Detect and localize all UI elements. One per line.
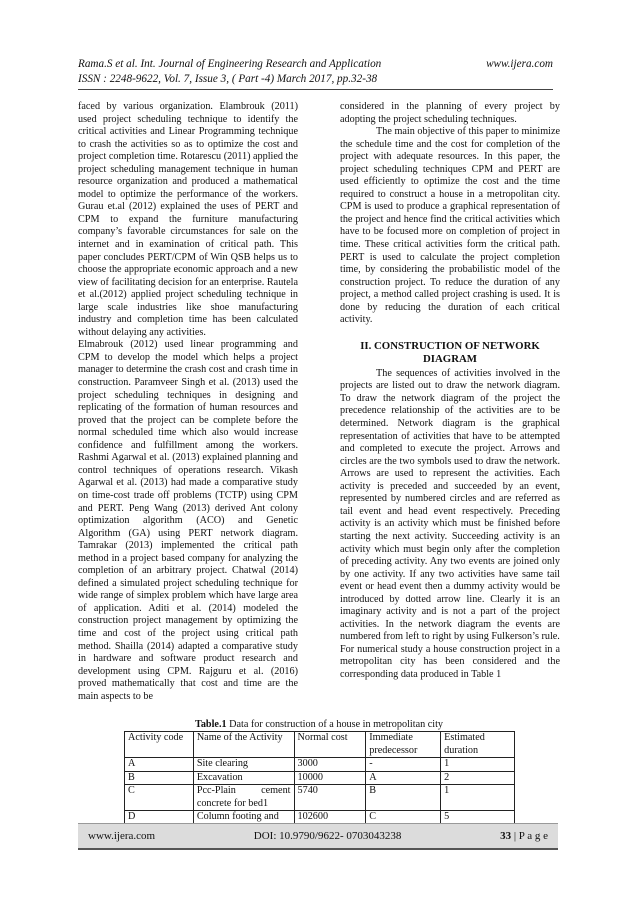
table-cell: 1 xyxy=(441,758,515,772)
running-header xyxy=(78,57,553,86)
page-footer xyxy=(78,823,558,850)
table-cell: 5 xyxy=(441,811,515,825)
table-row xyxy=(125,785,515,811)
table-cell: D xyxy=(125,811,194,825)
header-cell: Activity code xyxy=(125,732,194,758)
header-cell: Estimated duration xyxy=(441,732,515,758)
table-cell: 5740 xyxy=(294,785,366,811)
header-cell: Normal cost xyxy=(294,732,366,758)
table-row xyxy=(125,758,515,772)
table-cell: C xyxy=(125,785,194,811)
table-cell: B xyxy=(125,771,194,785)
footer-website: www.ijera.com xyxy=(88,830,156,842)
table-header-row xyxy=(125,732,515,758)
paragraph: faced by various organization. Elambrouk (2011) used project scheduling technique to identify the critical activities and Linear Programming technique to crash the activities so as to optimize the cost and project completion time. Rotarescu (2011) applied the project scheduling management technique in human resource organization and produced a mathematical model to optimize the performance of the workers. Gurau et.al (2012) explained the uses of PERT and CPM to expand the furniture manufacturing company’s favorable circumstances for sale on the internet and in examination of critical path. This paper concludes PERT/CPM of Win QSB helps us to choose the appropriate economic approach and a new view of facilitating decision for an enterprise. Rautela et al.(2012) applied project scheduling technique in large scale industries like shoe manufacturing industry and completion time has been calculated without delaying any activities. xyxy=(78,101,299,338)
left-column xyxy=(78,101,298,703)
table-cell: 102600 xyxy=(294,811,366,825)
table-caption-label: Table.1 xyxy=(194,719,227,730)
table-cell: Excavation xyxy=(193,771,294,785)
table-cell: C xyxy=(366,811,441,825)
footer-doi: DOI: 10.9790/9622- 0703043238 xyxy=(253,830,402,842)
header-issn: ISSN : 2248-9622, Vol. 7, Issue 3, ( Part -4) March 2017, pp.32-38 xyxy=(78,72,378,85)
table-cell: Site clearing xyxy=(193,758,294,772)
table-cell: 10000 xyxy=(294,771,366,785)
page-number xyxy=(500,830,548,842)
table-caption xyxy=(0,719,638,730)
paragraph: considered in the planning of every project by adopting the project scheduling techniques. xyxy=(340,101,560,125)
table-cell: Pcc-Plain cement concrete for bed1 xyxy=(193,785,294,811)
table-cell: A xyxy=(366,771,441,785)
table-cell: 3000 xyxy=(294,758,366,772)
right-column xyxy=(340,101,560,682)
header-website: www.ijera.com xyxy=(486,58,553,70)
header-cell: Immediate predecessor xyxy=(366,732,441,758)
section-heading: II. CONSTRUCTION OF NETWORK DIAGRAM xyxy=(360,339,540,365)
table-row xyxy=(125,771,515,785)
table-cell: A xyxy=(125,758,194,772)
table-row xyxy=(125,811,515,825)
table-cell: B xyxy=(366,785,441,811)
table-cell: - xyxy=(366,758,441,772)
header-divider xyxy=(78,89,553,90)
table-caption-text: Data for construction of a house in metropolitan city xyxy=(226,719,444,730)
data-table xyxy=(124,731,515,825)
paragraph: Elmabrouk (2012) used linear programming and CPM to develop the model which helps a project manager to determine the crash cost and crash time in construction. Paramveer Singh et al. (2013) used the project scheduling techniques in designing and replicating of the formation of human resources and proved that the project can be complete before the normal scheduled time which also would increase confidence and fulfillment among the workers. Rashmi Agarwal et al. (2013) explained planning and control techniques of operations research. Vikash Agarwal et al. (2013) had made a comparative study on time-cost trade off problems (TCTP) using CPM and PERT. Peng Wang (2013) derived Ant colony optimization algorithm (ACO) and Genetic Algorithm (GA) using PERT network diagram. Tamrakar (2013) implemented the critical path method in a project based company for analyzing the completion of an arbitrary project. Chatwal (2014) defined a simulated project scheduling technique for wide range of simplex problem which have large area of application. Aditi et al. (2014) modeled the construction project management by optimizing the time and cost of the project using critical path method. Shailla (2014) adapted a comparative study in hardware and software product research and development using CPM. Rajguru et al. (2016) proved mathematically that cost and time are the main aspects to be xyxy=(78,339,298,702)
table-cell: 2 xyxy=(441,771,515,785)
table-cell: Column footing and xyxy=(193,811,294,825)
page-number-value: 33 xyxy=(500,830,512,842)
paragraph: For numerical study a house construction project in a metropolitan city has been considered and the corresponding data produced in Table 1 xyxy=(340,643,560,680)
paragraph: The sequences of activities involved in the projects are listed out to draw the network diagram. To draw the network diagram of the project the precedence relationship of the activities are to be determined. Network diagram is the graphical representation of activities that have to be attempted and completed to execute the project. Arrows and circles are the two symbols used to draw the network. Arrows are used to represent the activities. Each activity is preceded and succeeded by an event, represented by numbered circles and are referred as tail event and head event respectively. Preceding activity is an activity which must be finished before starting the next activity. Succeeding activity is an activity which must begin only after the completion of preceding activity. Any two events are joined only by one activity. If any two activities have same tail event or head event then a dummy activity would be introduced by dotted arrow line. Clearly it is an imaginary activity and is not a part of the project activities. In the network diagram the events are numbered from left to right by using Fulkerson’s rule. xyxy=(340,367,560,643)
page-label: | P a g e xyxy=(511,830,548,842)
paragraph: The main objective of this paper to minimize the schedule time and the cost for completion of the project with adequate resources. In this paper, the project scheduling techniques CPM and PERT are used efficiently to optimize the cost and the time required to construct a house in a metropolitan city. CPM is used to produce a graphical representation of the project and hence find the critical activities which have to be focused more on completion of project in time. These critical activities form the critical path. PERT is used to calculate the project completion time, by considering the probabilistic model of the construction project. To reduce the duration of any project, a method called project crashing is used. It is done by reducing the duration of each critical activity. xyxy=(340,126,560,326)
header-citation: Rama.S et al. Int. Journal of Engineering Research and Application xyxy=(78,58,382,70)
table-cell: 1 xyxy=(441,785,515,811)
header-cell: Name of the Activity xyxy=(193,732,294,758)
